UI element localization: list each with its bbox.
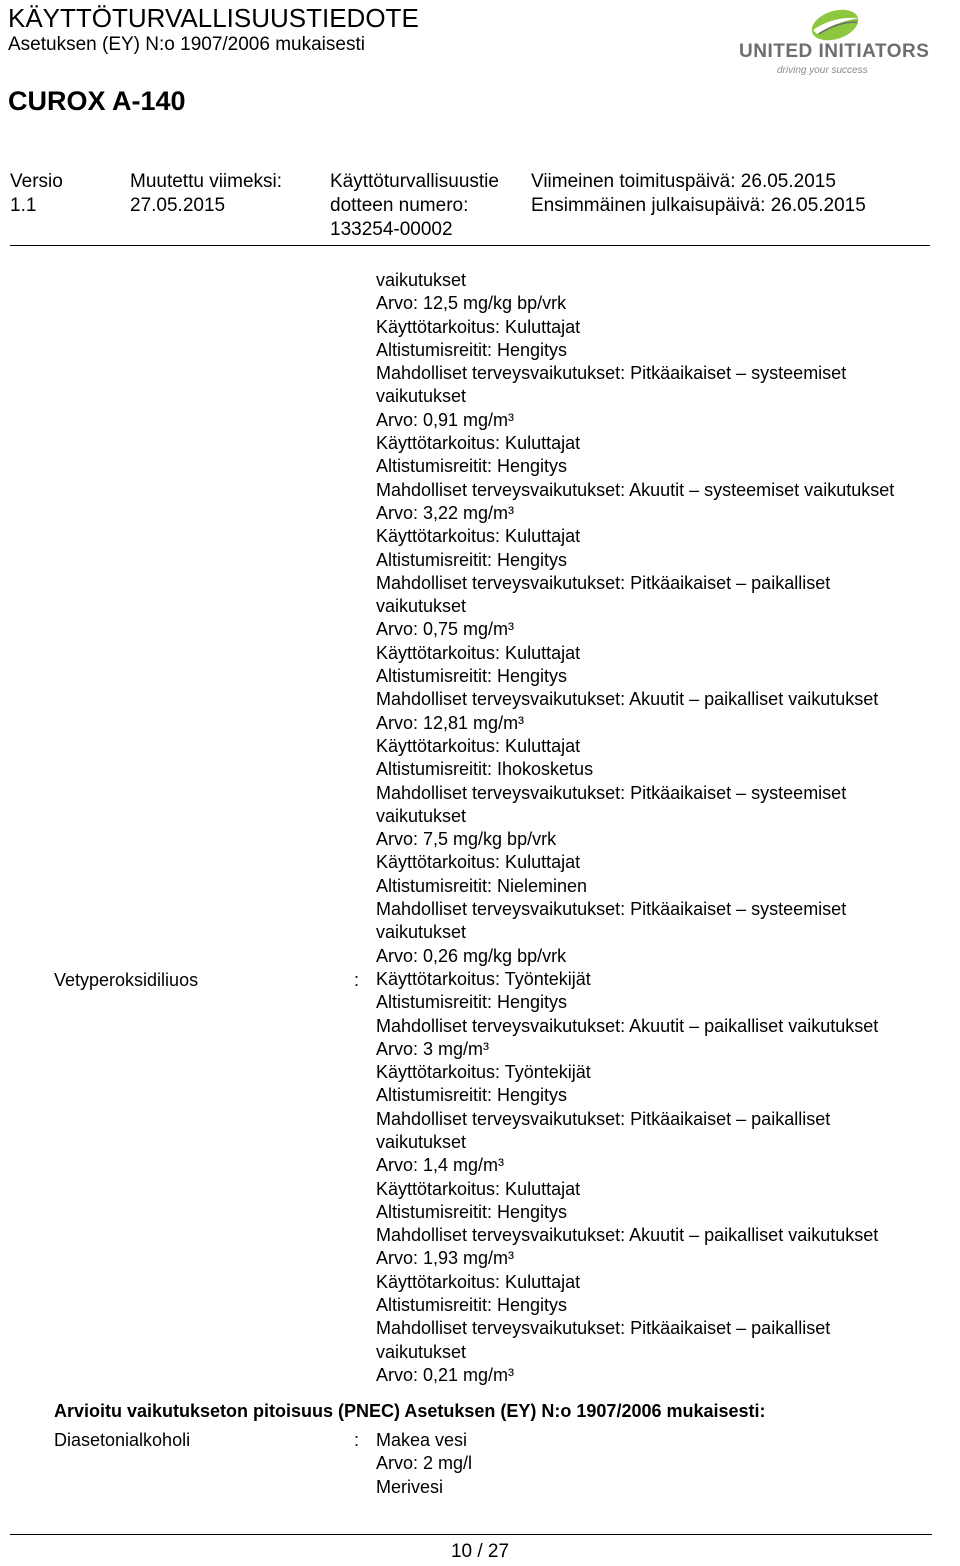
text-line: vaikutukset xyxy=(376,386,467,407)
text-line: Mahdolliset terveysvaikutukset: Akuutit – paikalliset vaikutukset xyxy=(376,689,879,710)
product-name: CUROX A-140 xyxy=(8,86,186,116)
text-line: Altistumisreitit: Nieleminen xyxy=(376,875,588,896)
text-line: Arvo: 0,75 mg/m³ xyxy=(376,619,515,640)
text-line: Arvo: 7,5 mg/kg bp/vrk xyxy=(376,829,557,850)
version-label: Versio xyxy=(10,171,63,192)
text-line: Käyttötarkoitus: Työntekijät xyxy=(376,1062,591,1083)
pnec-values-list xyxy=(376,1429,472,1499)
text-line: Arvo: 0,26 mg/kg bp/vrk xyxy=(376,945,567,966)
text-line: Mahdolliset terveysvaikutukset: Akuutit – systeemiset vaikutukset xyxy=(376,479,895,500)
text-line: Mahdolliset terveysvaikutukset: Pitkäaikaiset – systeemiset xyxy=(376,363,847,384)
text-line: Mahdolliset terveysvaikutukset: Pitkäaikaiset – systeemiset xyxy=(376,899,847,920)
exposure-values-list xyxy=(376,269,894,1387)
page-number: 10 / 27 xyxy=(450,1541,510,1562)
text-line: Altistumisreitit: Hengitys xyxy=(376,666,568,687)
header-divider xyxy=(10,245,930,246)
text-line: Altistumisreitit: Hengitys xyxy=(376,549,568,570)
text-line: vaikutukset xyxy=(376,1131,467,1152)
logo-swoosh-icon xyxy=(805,8,865,42)
text-line: Mahdolliset terveysvaikutukset: Pitkäaikaiset – paikalliset xyxy=(376,1318,831,1339)
substance-label: Vetyperoksidiliuos xyxy=(54,970,199,990)
logo-name: UNITED INITIATORS xyxy=(739,41,930,62)
text-line: Mahdolliset terveysvaikutukset: Akuutit – paikalliset vaikutukset xyxy=(376,1015,879,1036)
text-line: Mahdolliset terveysvaikutukset: Pitkäaikaiset – paikalliset xyxy=(376,1108,831,1129)
sds-number-value: 133254-00002 xyxy=(330,219,453,240)
pnec-label-separator: : xyxy=(354,1430,360,1450)
text-line: Mahdolliset terveysvaikutukset: Pitkäaikaiset – paikalliset xyxy=(376,572,831,593)
footer-divider xyxy=(10,1534,932,1535)
text-line: vaikutukset xyxy=(376,1341,467,1362)
version-value: 1.1 xyxy=(10,195,37,216)
text-line: vaikutukset xyxy=(376,922,467,943)
text-line: Arvo: 2 mg/l xyxy=(376,1453,473,1474)
text-line: Merivesi xyxy=(376,1476,444,1497)
text-line: Altistumisreitit: Hengitys xyxy=(376,1201,568,1222)
label-separator: : xyxy=(354,970,360,990)
text-line: Arvo: 0,91 mg/m³ xyxy=(376,409,515,430)
text-line: Arvo: 3 mg/m³ xyxy=(376,1038,490,1059)
text-line: Arvo: 3,22 mg/m³ xyxy=(376,502,515,523)
sds-number-label-line1: Käyttöturvallisuustie xyxy=(330,171,499,192)
text-line: Käyttötarkoitus: Kuluttajat xyxy=(376,852,581,873)
revised-label: Muutettu viimeksi: xyxy=(130,171,283,192)
text-line: vaikutukset xyxy=(376,270,467,290)
text-line: Mahdolliset terveysvaikutukset: Pitkäaikaiset – systeemiset xyxy=(376,782,847,803)
text-line: Altistumisreitit: Hengitys xyxy=(376,1295,568,1316)
last-issue-date: Viimeinen toimituspäivä: 26.05.2015 xyxy=(531,171,836,192)
text-line: vaikutukset xyxy=(376,805,467,826)
text-line: Käyttötarkoitus: Kuluttajat xyxy=(376,1178,581,1199)
text-line: Arvo: 1,93 mg/m³ xyxy=(376,1248,515,1269)
text-line: Käyttötarkoitus: Kuluttajat xyxy=(376,642,581,663)
pnec-heading: Arvioitu vaikutukseton pitoisuus (PNEC) Asetuksen (EY) N:o 1907/2006 mukaisesti: xyxy=(54,1401,766,1421)
text-line: Käyttötarkoitus: Kuluttajat xyxy=(376,1271,581,1292)
document-title: KÄYTTÖTURVALLISUUSTIEDOTE xyxy=(8,3,419,33)
document-subtitle: Asetuksen (EY) N:o 1907/2006 mukaisesti xyxy=(8,34,365,55)
text-line: Altistumisreitit: Hengitys xyxy=(376,456,568,477)
text-line: Käyttötarkoitus: Kuluttajat xyxy=(376,433,581,454)
text-line: Altistumisreitit: Hengitys xyxy=(376,339,568,360)
text-line: Käyttötarkoitus: Kuluttajat xyxy=(376,735,581,756)
text-line: Arvo: 12,81 mg/m³ xyxy=(376,712,525,733)
text-line: Käyttötarkoitus: Kuluttajat xyxy=(376,526,581,547)
text-line: Mahdolliset terveysvaikutukset: Akuutit – paikalliset vaikutukset xyxy=(376,1225,879,1246)
revised-value: 27.05.2015 xyxy=(130,195,226,216)
text-line: Käyttötarkoitus: Työntekijät xyxy=(376,968,591,989)
text-line: Arvo: 0,21 mg/m³ xyxy=(376,1364,515,1385)
text-line: Käyttötarkoitus: Kuluttajat xyxy=(376,316,581,337)
text-line: vaikutukset xyxy=(376,596,467,617)
text-line: Altistumisreitit: Hengitys xyxy=(376,992,568,1013)
first-issue-date: Ensimmäinen julkaisupäivä: 26.05.2015 xyxy=(531,195,866,216)
logo-tagline: driving your success xyxy=(777,65,868,76)
pnec-substance-label: Diasetonialkoholi xyxy=(54,1430,191,1450)
text-line: Altistumisreitit: Ihokosketus xyxy=(376,759,594,780)
text-line: Arvo: 12,5 mg/kg bp/vrk xyxy=(376,293,567,314)
sds-number-label-line2: dotteen numero: xyxy=(330,195,469,216)
company-logo xyxy=(735,8,935,78)
text-line: Altistumisreitit: Hengitys xyxy=(376,1085,568,1106)
text-line: Arvo: 1,4 mg/m³ xyxy=(376,1155,505,1176)
text-line: Makea vesi xyxy=(376,1430,468,1450)
